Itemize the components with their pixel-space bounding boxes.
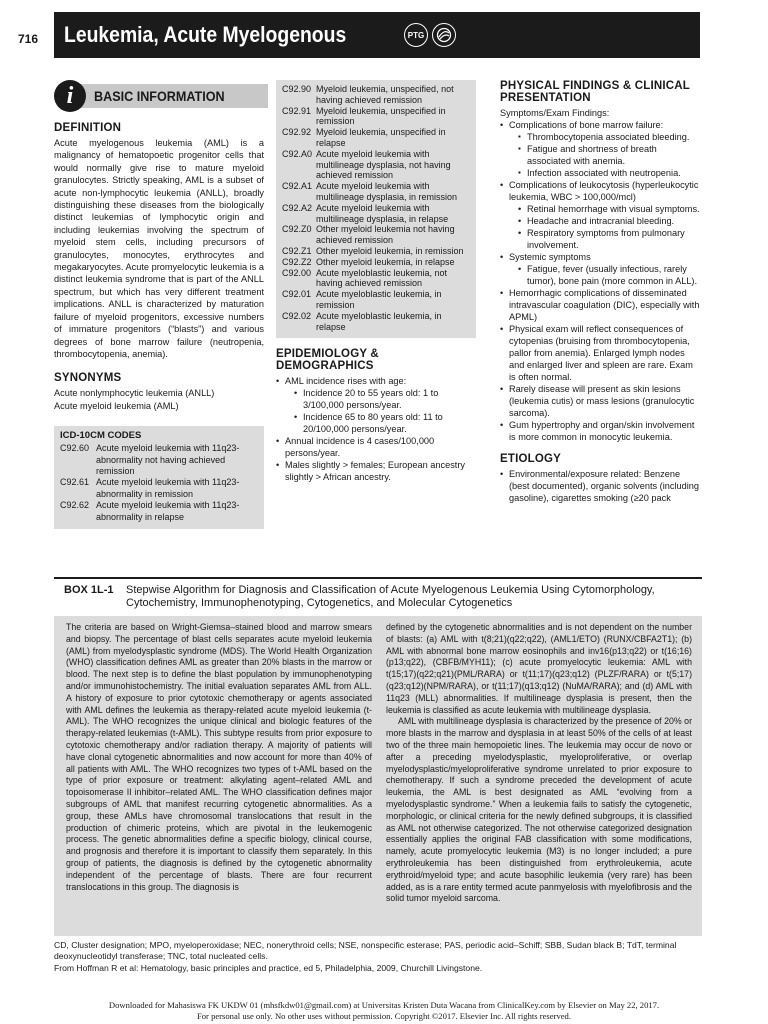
box-paragraph: AML with multilineage dysplasia is characterized by the presence of 20% or more blasts in the marrow and dysplasia in at least 50% of the cells of at least two of the three main hemopoietic lines. The leukemia may occur de novo or after a preceding myelodysplastic, myeloproliferative, or overlap myelodysplastic/myeloproliferative syndrome unrelated to prior exposure to chemotherapy. If such a syndrome preceded the development of acute leukemia, the AML is best designated as AML “evolving from a myelodysplastic syndrome.” When a leukemia fails to satisfy the cytogenetic, morphologic, or clinical criteria for the newly defined subgroups, it is classified as AML not otherwise categorized. The not otherwise categorized designation essentially applies the original FAB classification with some modifications, namely, acute promyelocytic leukemia (M3) is no longer included; a pure erythroleukemia has been distinguished from erythroleukemia, acute erythroid/myeloid type; and acute basophilic leukemia (very rare) has been added, as is a rare entity termed acute panmyelosis with myelofibrosis and the solid tumor myeloid sarcoma. xyxy=(386,716,692,904)
list-item: ▪ Infection associated with neutropenia. xyxy=(518,167,702,179)
box-header xyxy=(64,584,704,610)
box-id: BOX 1L-1 xyxy=(64,584,114,596)
icd-code-row: C92.60 Acute myeloid leukemia with 11q23-abnormality not having achieved remission xyxy=(60,443,240,476)
list-item: • Gum hypertrophy and organ/skin involvement is more common in monocytic leukemia. xyxy=(500,419,702,443)
list-item: • Systemic symptoms • Fatigue, fever (usually infectious, rarely tumor), bone pain (more common in ALL). xyxy=(500,251,702,287)
icd-code-row: C92.01 Acute myeloblastic leukemia, in remission xyxy=(282,289,442,310)
box-column-right xyxy=(386,622,692,905)
box-paragraph: defined by the cytogenetic abnormalities and is not dependent on the number of blasts: (a) AML with t(8;21)(q22;q22), (AML1/ETO) (RUNX/CBFA2T1); (b) AML with abnormal bone marrow eosinophils and inv16(p13;q22) or t(16;16)(p13;q22), (CBFB/MYH11); (c) acute promyelocytic leukemia: AML with t(15;17)(q22;q21)(PML/RARA) or t(11;17)(q23;q12) (PLZF/RARA) or t(5;17)(q23;q12)(NPM/RARA), or t(11;17)(q13;q12) (NuMA/RARA); and (d) AML with 11q23 (MLL) abnormalities. If multilineage dysplasia is present, then the leukemia is classified as acute leukemia with multilineage dysplasia. xyxy=(386,622,692,715)
definition-text: Acute myelogenous leukemia (AML) is a malignancy of hematopoetic progenitor cells that would normally give rise to mature myeloid granulocytes. Strictly speaking, AML is a subset of acute non-lymphocytic leukemia (ANLL), broadly distinguishing these diseases from the biologically distinct leukemias of lymphocytic origin and including leukemias involving the spectrum of myeloid stem cells, including precursors of granulocytes, monocytes, erythrocytes and megakaryocytes. Acute promyelocytic leukemia is a distinct leukemia syndrome that is part of the ANLL spectrum, but which has very different treatment implications. ANLL is characterized by maturation failure of myeloid progenitors, excessive numbers of immature progenitors (“blasts”) and various degrees of bone marrow failure (neutropenia, thrombocytopenia, anemia). xyxy=(54,138,264,359)
download-line: Downloaded for Mahasiswa FK UKDW 01 (mhsfkdw01@gmail.com) at Universitas Kristen Duta Wacana from ClinicalKey.com by Elsevier on May 22, 2017. xyxy=(108,1000,660,1010)
column-2 xyxy=(276,80,476,483)
list-item: • Rarely disease will present as skin lesions (leukemia cutis) or mass lesions (granulocytic sarcoma). xyxy=(500,383,702,419)
box-paragraph: The criteria are based on Wright-Giemsa–stained blood and marrow smears and biopsy. The percentage of blast cells separates acute myeloid leukemia (AML) from myelodysplastic syndrome (MDS). The World Health Organization (WHO) classification defines AML as greater than 20% blasts in the marrow or blood. The next step is to define the blast population by immunophenotyping and/or immunohistochemistry. The initial evaluation separates AML from ALL. A history of exposure to prior cytotoxic chemotherapy or agents associated with AML defines the leukemia as therapy-related acute myeloid leukemia (t-AML). The WHO recognizes the unique clinical and biologic features of the therapy-related leukemias (t-AML). This subtype results from prior exposure to cytotoxic chemotherapy and/or radiation therapy. A majority of patients will have clonal cytogenetic abnormalities and now account for more than 40% of all patients with AML. The WHO recognizes two types of t-AML based on the type of prior exposure or treatment: alkylating agent–related AML and topoisomerase II inhibitor–related AML. The WHO classification defines major subgroups of AML that manifest recurring cytogenetic abnormalities. As a group, these AMLs have chromosomal translocations that result in the production of chimeric proteins, which are pivotal in the leukemogenic process. The genetic abnormalities define a specific biology, clinical course, and prognosis and therefore it is important to classify them separately. In this group of patients, the diagnosis is defined by the cytogenetic abnormality independent of the percentage of blasts. There are four recurrent translocations in this group. The diagnosis is xyxy=(66,622,372,892)
physical-heading: PHYSICAL FINDINGS & CLINICAL PRESENTATION xyxy=(500,80,690,104)
list-item: ▪ Fatigue and shortness of breath associated with anemia. xyxy=(518,143,702,167)
list-item: • Headache and intracranial bleeding. xyxy=(518,215,702,227)
synonym-item: Acute nonlymphocytic leukemia (ANLL) xyxy=(54,388,215,399)
box-column-left xyxy=(66,622,372,893)
icd-code-row: C92.Z1 Other myeloid leukemia, in remission xyxy=(282,245,464,256)
icd-code-row: C92.02 Acute myeloblastic leukemia, in relapse xyxy=(282,310,442,332)
copyright-line: For personal use only. No other uses without permission. Copyright ©2017. Elsevier Inc. All rights reserved. xyxy=(196,1011,572,1021)
epidemiology-heading: EPIDEMIOLOGY & DEMOGRAPHICS xyxy=(276,348,379,373)
ptg-badge: PTG xyxy=(404,23,428,47)
icd-codes-box xyxy=(54,426,264,529)
etiology-heading: ETIOLOGY xyxy=(500,453,562,466)
info-icon: i xyxy=(54,80,86,112)
icd-code-row: C92.62 Acute myeloid leukemia with 11q23-abnormality in relapse xyxy=(60,500,240,522)
box-divider xyxy=(54,577,702,579)
box-body xyxy=(54,616,702,936)
box-title: Stepwise Algorithm for Diagnosis and Classification of Acute Myelogenous Leukemia Using Cytomorphology, Cytochemistry, Immunophenotyping, Cytogenetics, and Molecular Cytogenetics xyxy=(126,584,655,609)
title-bar xyxy=(54,12,700,58)
epidemiology-list xyxy=(276,375,476,483)
etiology-list xyxy=(500,468,702,504)
list-item: • Annual incidence is 4 cases/100,000 persons/year. xyxy=(276,435,476,459)
icd-code-row: C92.A1 Acute myeloid leukemia with multilineage dysplasia, in remission xyxy=(282,181,458,202)
list-item: • Fatigue, fever (usually infectious, rarely tumor), bone pain (more common in ALL). xyxy=(518,263,702,287)
synonyms-heading: SYNONYMS xyxy=(54,372,122,385)
list-item: ▪ Thrombocytopenia associated bleeding. xyxy=(518,131,702,143)
list-item: • Incidence 65 to 80 years old: 11 to 20/100,000 persons/year. xyxy=(294,411,476,435)
definition-heading: DEFINITION xyxy=(54,122,122,134)
icd-code-row: C92.Z2 Other myeloid leukemia, in relapse xyxy=(282,256,455,267)
icd-code-row: C92.90 Myeloid leukemia, unspecified, not having achieved remission xyxy=(282,84,454,105)
synonym-item: Acute myeloid leukemia (AML) xyxy=(54,400,179,411)
list-item: • Complications of leukocytosis (hyperleukocytic leukemia, WBC > 100,000/mcl) • Retinal hemorrhage with visual symptoms. • Headache and intracranial bleeding. • Respiratory symptoms from pulmonary involvement. xyxy=(500,179,702,251)
page-number: 716 xyxy=(18,32,39,46)
list-item: • Incidence 20 to 55 years old: 1 to 3/100,000 persons/year. xyxy=(294,387,476,411)
list-item: • Respiratory symptoms from pulmonary involvement. xyxy=(518,227,702,251)
icd-code-row: C92.Z0 Other myeloid leukemia not having achieved remission xyxy=(282,224,455,246)
download-notice xyxy=(54,1000,714,1022)
icd-code-row: C92.A2 Acute myeloid leukemia with multilineage dysplasia, in relapse xyxy=(282,202,449,224)
list-item: • Complications of bone marrow failure: ▪ Thrombocytopenia associated bleeding. ▪ Fatigue and shortness of breath associated with anemia. ▪ Infection associated with neutropenia. xyxy=(500,119,702,179)
icd-codes-heading: ICD-10CM CODES xyxy=(60,430,142,442)
globe-icon xyxy=(432,23,456,47)
icd-codes-continued-box xyxy=(276,80,476,338)
basic-info-banner xyxy=(54,80,264,114)
page-title: Leukemia, Acute Myelogenous xyxy=(64,22,347,47)
source-note: From Hoffman R et al: Hematology, basic principles and practice, ed 5, Philadelphia, 2009, Churchill Livingstone. xyxy=(54,962,483,973)
box-footnote xyxy=(54,940,704,974)
physical-list xyxy=(500,119,702,443)
list-item: • Physical exam will reflect consequences of cytopenias (bruising from thrombocytopenia, pallor from anemia). Enlarged lymph nodes and enlarged liver and spleen are rare. Exam is often normal. xyxy=(500,323,702,383)
icd-code-row: C92.A0 Acute myeloid leukemia with multilineage dysplasia, not having achieved remission xyxy=(282,148,451,181)
list-item: • Males slightly > females; European ancestry slightly > African ancestry. xyxy=(276,459,476,483)
icd-code-row: C92.92 Myeloid leukemia, unspecified in relapse xyxy=(282,127,446,148)
list-item: • Hemorrhagic complications of disseminated intravascular coagulation (DIC), especially with APML) xyxy=(500,287,702,323)
column-3 xyxy=(500,80,702,504)
list-item: • Retinal hemorrhage with visual symptoms. xyxy=(518,203,702,215)
list-item: • Environmental/exposure related: Benzene (best documented), organic solvents (including gasoline), cigarettes smoking (≥20 pack xyxy=(500,468,702,504)
icd-code-row: C92.91 Myeloid leukemia, unspecified in remission xyxy=(282,105,446,127)
basic-info-heading: BASIC INFORMATION xyxy=(94,88,225,104)
icd-code-row: C92.00 Acute myeloblastic leukemia, not having achieved remission xyxy=(282,267,448,289)
column-1 xyxy=(54,80,264,529)
abbreviations-note: CD, Cluster designation; MPO, myeloperoxidase; NEC, nonerythroid cells; NSE, nonspecific esterase; PAS, periodic acid–Schiff; SBB, Sudan black B; TdT, terminal deoxynucleotidyl transferase; TNC, total nucleated cells. xyxy=(54,940,677,962)
physical-intro: Symptoms/Exam Findings: xyxy=(500,108,610,118)
list-item: • AML incidence rises with age: • Incidence 20 to 55 years old: 1 to 3/100,000 persons/year. • Incidence 65 to 80 years old: 11 to 20/100,000 persons/year. xyxy=(276,375,476,435)
icd-code-row: C92.61 Acute myeloid leukemia with 11q23-abnormality in remission xyxy=(60,477,240,499)
title-badges xyxy=(404,23,456,47)
